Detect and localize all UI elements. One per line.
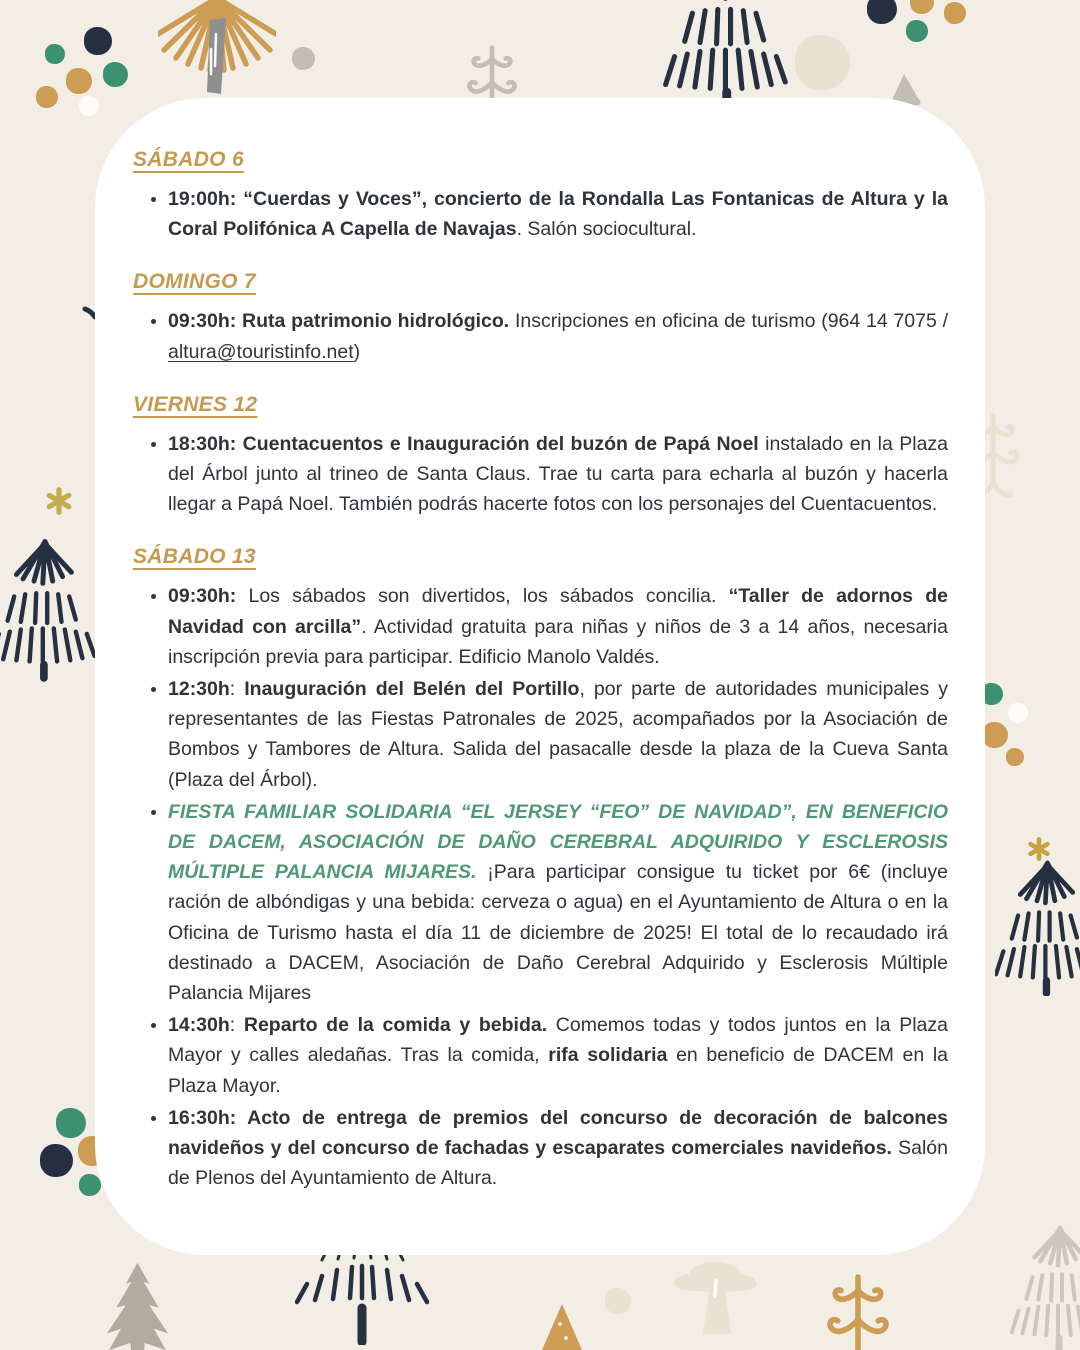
section-heading: SÁBADO 6 [133, 148, 244, 171]
text-segment: ¡Para participar consigue tu ticket por 6€ (incluye ración de albóndigas y una bebida: cerveza o agua) en el Ayuntamiento de Altura o en la Oficina de Turismo hasta el día 11 de diciembre de 2025! El total de lo recaudado irá destinado a DACEM, Asociación de Daño Cerebral Adquirido y Esclerosis Múltiple Palancia Mijares [168, 861, 948, 1005]
section-heading: VIERNES 12 [133, 392, 258, 416]
text-segment: : [229, 678, 245, 701]
event-section [133, 270, 948, 366]
blob-tree-icon [655, 1252, 775, 1337]
text-segment: . Salón sociocultural. [516, 218, 697, 241]
email-link[interactable]: altura@touristinfo.net [168, 340, 354, 363]
sections [133, 148, 948, 1193]
text-segment: FIESTA FAMILIAR SOLIDARIA “EL JERSEY “FEO” DE NAVIDAD”, EN BENEFICIO DE DACEM, ASOCIACIÓN DE DAÑO CEREBRAL ADQUIRIDO Y ESCLEROSIS MÚLTIPLE PALANCIA MIJARES. [168, 800, 948, 884]
section-heading: SÁBADO 13 [133, 545, 256, 569]
dot-gold [66, 68, 92, 94]
dot-green [79, 1174, 101, 1196]
event-list [133, 581, 948, 1193]
text-segment: ) [353, 340, 361, 363]
event-item [168, 1103, 948, 1194]
text-segment: 12:30h [168, 678, 230, 701]
gold-spiky-tree-icon [158, 0, 276, 98]
text-segment: Reparto de la comida y bebida. [243, 1014, 548, 1037]
dot-navy [40, 1144, 73, 1177]
sketch-tree-icon [648, 0, 808, 110]
sketch-tree-icon [1010, 1222, 1080, 1350]
text-segment: Los sábados son divertidos, los sábados concilia. [236, 585, 729, 608]
event-section [133, 393, 948, 520]
event-item [168, 1010, 948, 1101]
event-section [133, 148, 948, 244]
text-segment: en beneficio de DACEM en la Plaza Mayor. [168, 1044, 948, 1097]
text-segment: 19:00h: “Cuerdas y Voces”, concierto de la Rondalla Las Fontanicas de Altura y la Coral Polifónica A Capella de Navajas [168, 188, 948, 241]
event-list [133, 184, 948, 244]
dot-green [906, 20, 928, 42]
text-segment: , por parte de autoridades municipales y representantes de las Fiestas Patronales de 2025, acompañados por la Asociación de Bombos y Tambores de Altura. Salida del pasacalle desde la plaza de la Cueva Santa (Plaza del Árbol). [168, 678, 948, 791]
section-heading: DOMINGO 7 [133, 270, 256, 294]
sketch-tree-icon [0, 510, 100, 705]
dot-gold [910, 0, 934, 14]
event-list [133, 306, 948, 366]
event-item [168, 184, 948, 244]
text-segment: “Taller de adornos de Navidad con arcilla” [168, 585, 948, 638]
triangle-tree-icon [540, 1302, 584, 1350]
dot-navy [84, 27, 112, 55]
dot-gray [292, 47, 315, 70]
text-segment: 18:30h: Cuentacuentos e Inauguración del buzón de Papá Noel [168, 432, 759, 455]
dot-green [56, 1108, 86, 1138]
text-segment: 14:30h [168, 1014, 230, 1037]
events-card [95, 98, 985, 1255]
dot-beige [605, 1288, 631, 1314]
text-segment: 16:30h: Acto de entrega de premios del concurso de decoración de balcones navideños y del concurso de fachadas y escaparates comerciales navideños. [168, 1106, 948, 1160]
dot-white [1008, 703, 1028, 723]
event-item [168, 429, 948, 520]
dot-navy [867, 0, 897, 24]
event-list [133, 429, 948, 520]
dot-gold [1006, 748, 1024, 766]
text-segment: : [229, 1014, 244, 1037]
dot-gold [982, 722, 1008, 748]
event-item [168, 581, 948, 672]
text-segment: Comemos todas y todos juntos en la Plaza Mayor y calles aledañas. Tras la comida, [168, 1014, 948, 1067]
event-item [168, 674, 948, 795]
event-item [168, 797, 948, 1008]
text-segment: rifa solidaria [548, 1044, 668, 1067]
fan-tree-icon [295, 1250, 430, 1345]
dot-gold [36, 86, 58, 108]
sketch-tree-icon [995, 856, 1080, 996]
text-segment: 09:30h: [168, 585, 237, 608]
dot-green [103, 62, 128, 87]
curly-tree-icon [822, 1268, 894, 1350]
pine-silhouette-icon [85, 1258, 190, 1350]
event-item [168, 306, 948, 366]
text-segment: instalado en la Plaza del Árbol junto al trineo de Santa Claus. Trae tu carta para echarla al buzón y hacerla llegar a Papá Noel. También podrás hacerte fotos con los personajes del Cuentacuentos. [168, 432, 949, 516]
text-segment: 09:30h: Ruta patrimonio hidrológico. [168, 310, 510, 333]
dot-white [79, 96, 99, 116]
event-section [133, 545, 948, 1193]
text-segment: . Actividad gratuita para niñas y niños de 3 a 14 años, necesaria inscripción previa para participar. Edificio Manolo Valdés. [168, 615, 948, 668]
dot-gold [944, 2, 966, 24]
text-segment: Inauguración del Belén del Portillo [244, 678, 580, 701]
dot-green [45, 44, 65, 64]
text-segment: Salón de Plenos del Ayuntamiento de Altura. [168, 1137, 948, 1190]
text-segment: Inscripciones en oficina de turismo (964 14 7075 / [509, 310, 948, 333]
